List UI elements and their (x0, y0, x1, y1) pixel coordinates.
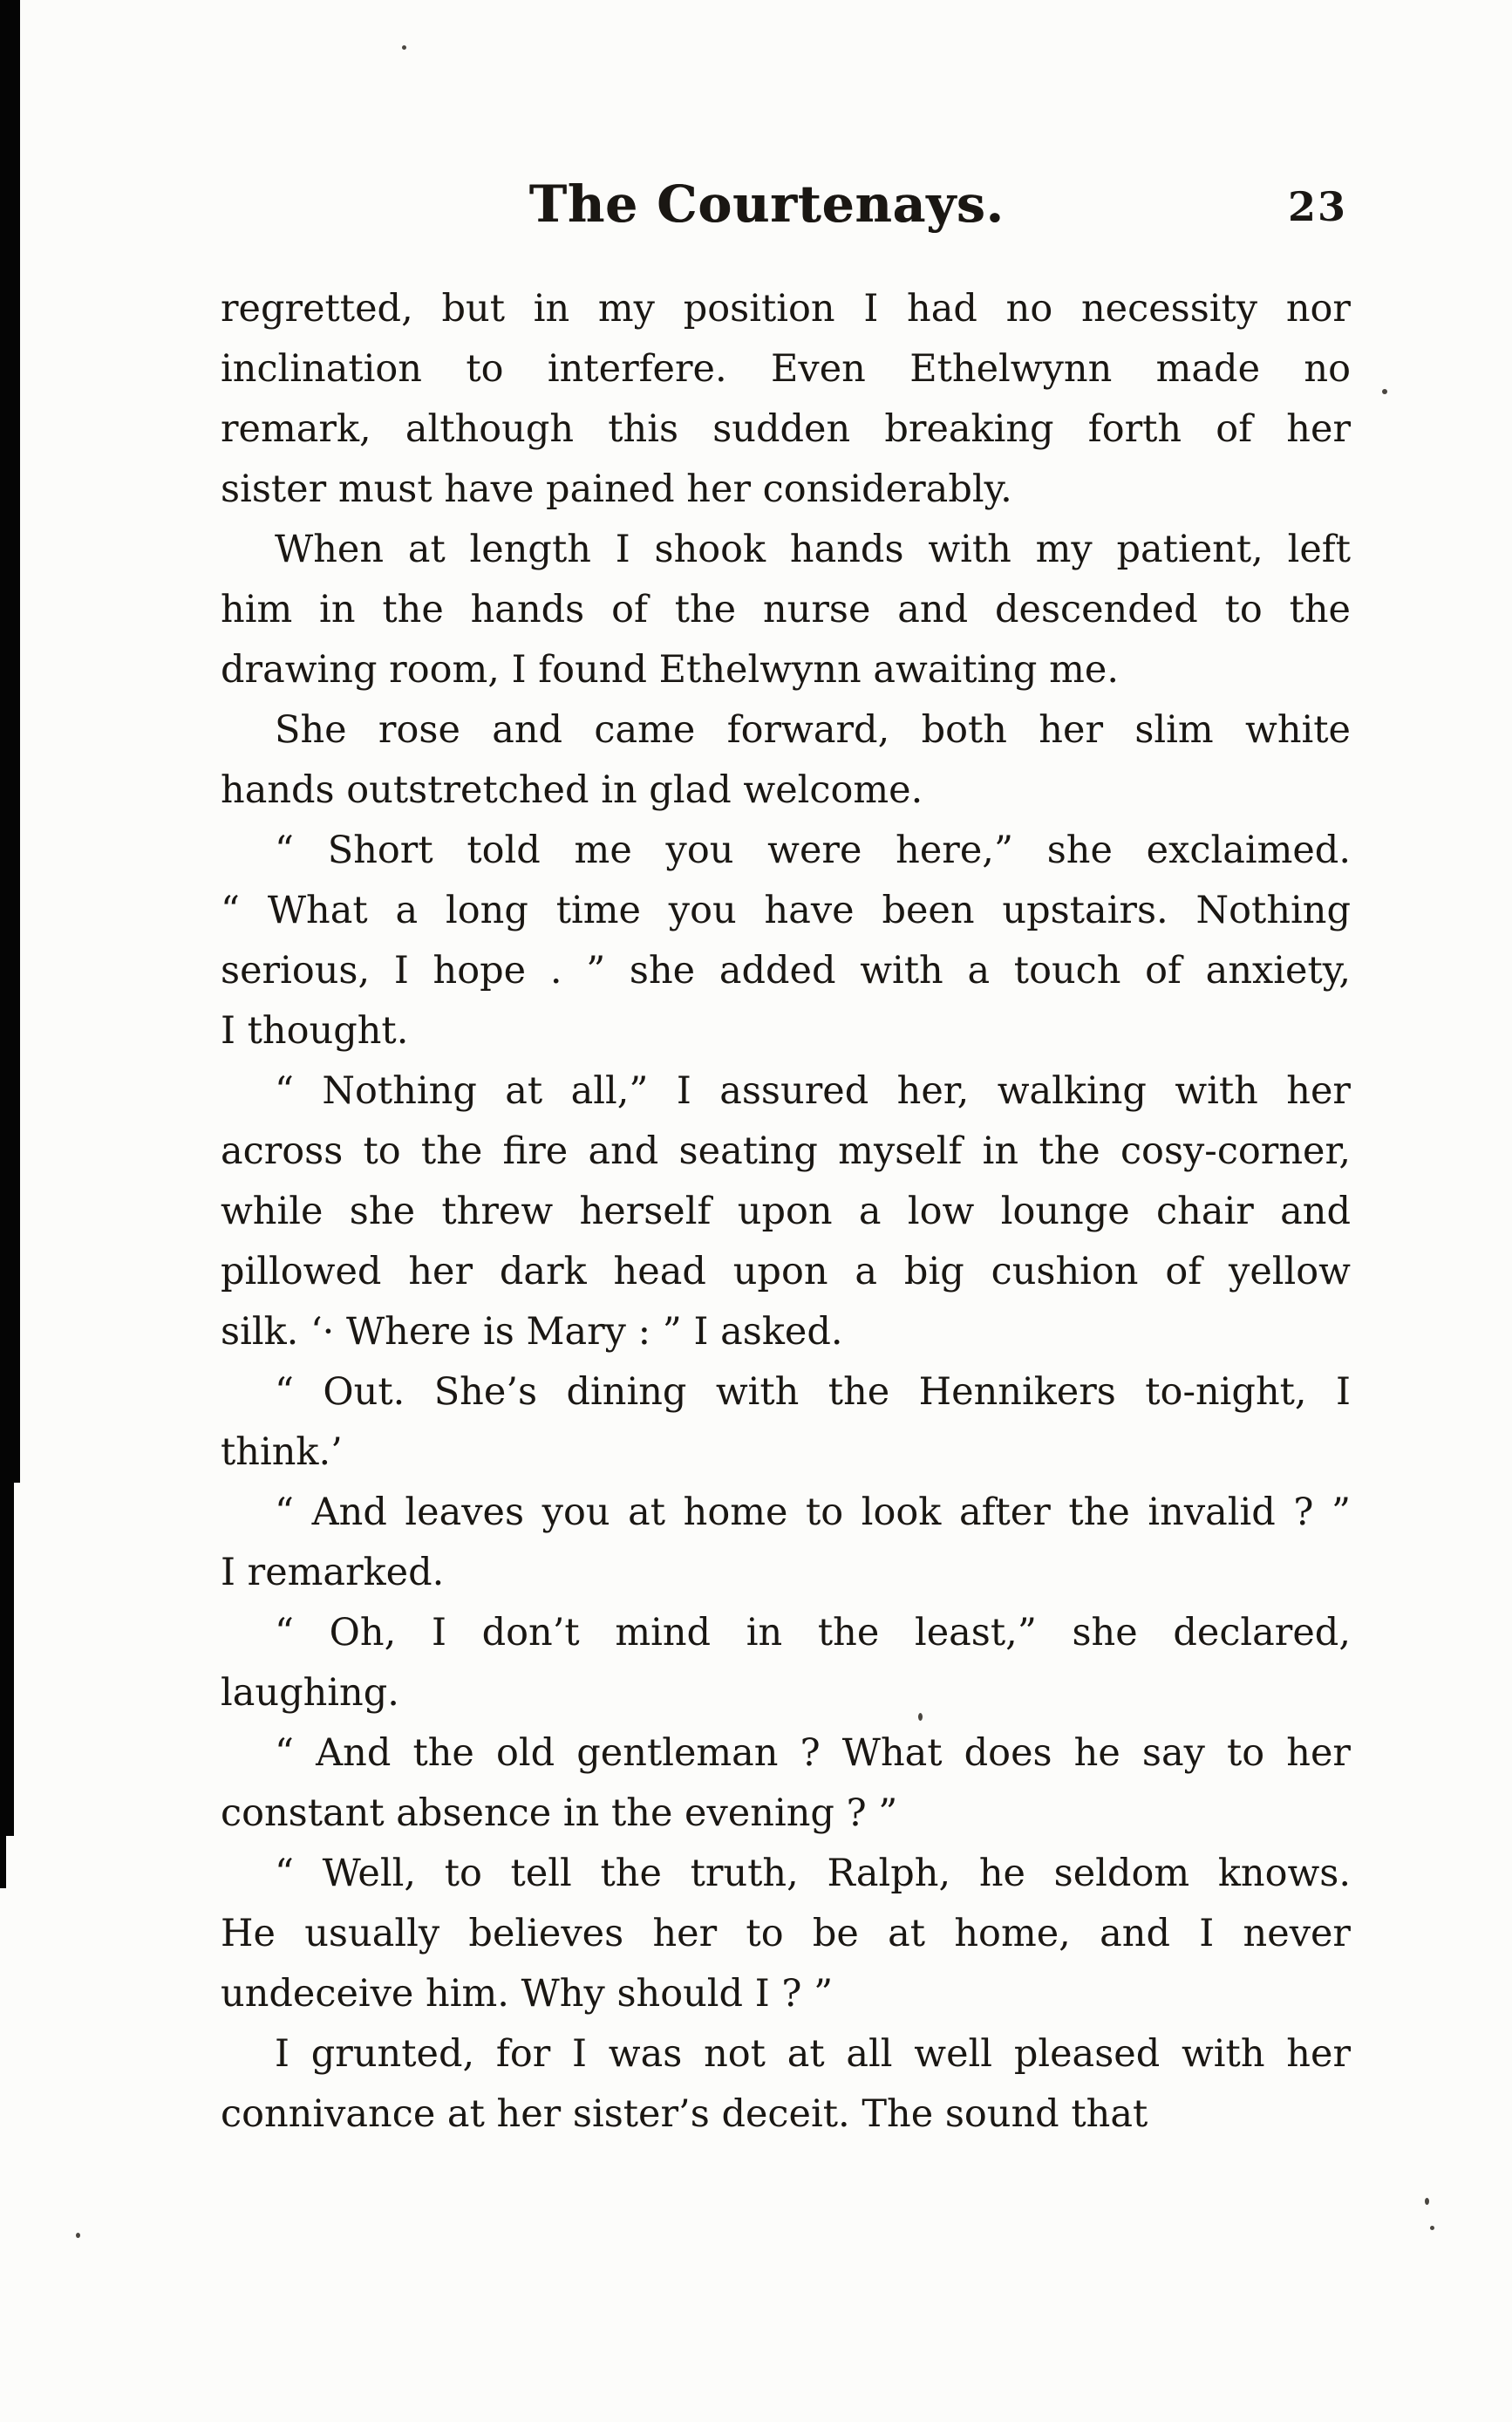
paragraph (221, 700, 1351, 821)
dust-speck (76, 2233, 80, 2238)
page-body (221, 279, 1351, 2145)
text-line: I thought. (221, 1009, 409, 1053)
scan-edge-artifact-bottom (0, 1836, 6, 1888)
text-line: silk. ‘· Where is Mary : ” I asked. (221, 1310, 843, 1354)
paragraph (221, 279, 1351, 520)
text-line: laughing. (221, 1671, 399, 1715)
text-line: “ Short told me you were here,” she exclaimed. (275, 829, 1351, 872)
scan-edge-artifact-middle (0, 1483, 14, 1836)
running-head (221, 174, 1351, 258)
text-line: while she threw herself upon a low lounge chair and (221, 1190, 1351, 1233)
paragraph (221, 2024, 1351, 2145)
paragraph (221, 1603, 1351, 1723)
paragraph (221, 1483, 1351, 1603)
text-line: think.’ (221, 1430, 343, 1474)
dust-speck (1430, 2226, 1434, 2230)
text-line: constant absence in the evening ? ” (221, 1791, 898, 1835)
text-line: “ What a long time you have been upstairs. Nothing (221, 889, 1351, 932)
text-line: across to the fire and seating myself in the cosy-corner, (221, 1129, 1351, 1173)
text-line: “ Oh, I don’t mind in the least,” she declared, (275, 1611, 1351, 1654)
text-line: I grunted, for I was not at all well pleased with her (275, 2032, 1351, 2076)
text-line: inclination to interfere. Even Ethelwynn made no (221, 347, 1351, 391)
text-line: drawing room, I found Ethelwynn awaiting me. (221, 648, 1120, 692)
text-line: remark, although this sudden breaking forth of her (221, 407, 1351, 451)
book-title: The Courtenays. (528, 174, 1005, 234)
text-line: He usually believes her to be at home, and I never (221, 1912, 1351, 1955)
dust-speck (402, 45, 406, 50)
text-line: “ Out. She’s dining with the Hennikers to-night, I (275, 1370, 1351, 1414)
text-line: sister must have pained her considerably. (221, 467, 1012, 511)
text-line: “ Well, to tell the truth, Ralph, he seldom knows. (275, 1852, 1351, 1895)
text-line: When at length I shook hands with my patient, left (275, 528, 1351, 571)
text-line: undeceive him. Why should I ? ” (221, 1972, 834, 2016)
text-line: She rose and came forward, both her slim white (275, 708, 1351, 752)
paragraph (221, 821, 1351, 1061)
page-number: 23 (1287, 183, 1347, 230)
text-line: I remarked. (221, 1551, 445, 1594)
scan-edge-artifact-top (0, 0, 20, 1483)
page-content (221, 174, 1351, 2145)
dust-speck (1382, 389, 1387, 394)
paragraph (221, 520, 1351, 700)
text-line: hands outstretched in glad welcome. (221, 768, 923, 812)
text-line: connivance at her sister’s deceit. The sound that (221, 2092, 1148, 2136)
paragraph (221, 1844, 1351, 2024)
text-line: “ Nothing at all,” I assured her, walking with her (275, 1069, 1351, 1113)
text-line: him in the hands of the nurse and descended to the (221, 588, 1351, 631)
dust-speck (1425, 2198, 1429, 2205)
paragraph (221, 1061, 1351, 1362)
text-line: “ And the old gentleman ? What does he say to her (275, 1731, 1351, 1775)
paragraph (221, 1362, 1351, 1483)
text-line: serious, I hope . ” she added with a touch of anxiety, (221, 949, 1351, 993)
text-line: pillowed her dark head upon a big cushion of yellow (221, 1250, 1351, 1293)
paragraph (221, 1723, 1351, 1844)
text-line: “ And leaves you at home to look after the invalid ? ” (275, 1491, 1351, 1534)
text-line: regretted, but in my position I had no necessity nor (221, 287, 1351, 331)
